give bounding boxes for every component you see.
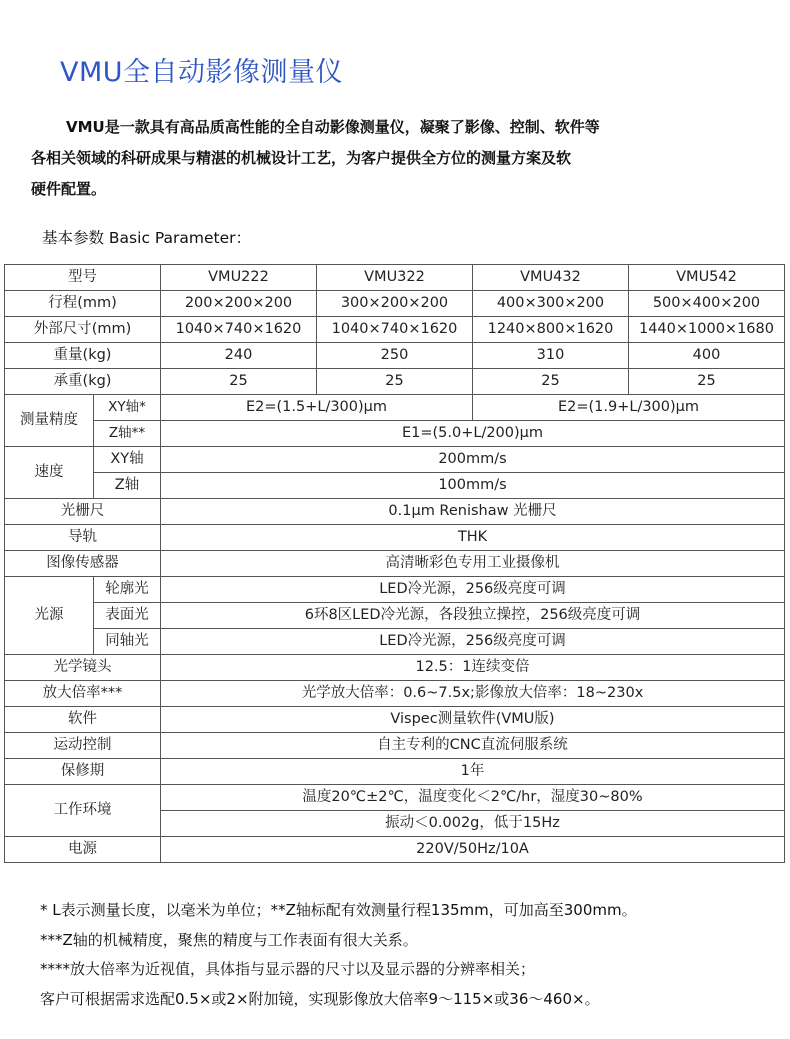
sub-label: 同轴光: [94, 629, 161, 655]
table-row: [5, 369, 785, 395]
sub-label: 轮廓光: [94, 577, 161, 603]
intro-paragraph: [31, 112, 731, 205]
table-row: [5, 603, 785, 629]
table-cell: 400×300×200: [473, 291, 629, 317]
row-label: 光源: [5, 577, 94, 655]
table-row: [5, 655, 785, 681]
table-cell: 500×400×200: [629, 291, 785, 317]
table-row: [5, 629, 785, 655]
table-cell: 1年: [161, 759, 785, 785]
page-title: VMU全自动影像测量仪: [60, 57, 344, 88]
table-cell: 310: [473, 343, 629, 369]
sub-label: 表面光: [94, 603, 161, 629]
row-label: 图像传感器: [5, 551, 161, 577]
table-row: [5, 447, 785, 473]
table-cell: 1040×740×1620: [317, 317, 473, 343]
table-cell: 25: [161, 369, 317, 395]
table-cell: E2=(1.9+L/300)μm: [473, 395, 785, 421]
table-row: [5, 499, 785, 525]
section-heading: 基本参数 Basic Parameter：: [42, 229, 252, 247]
row-label: 速度: [5, 447, 94, 499]
footnote: ****放大倍率为近视值，具体指与显示器的尺寸以及显示器的分辨率相关；: [40, 960, 536, 978]
table-cell: 200×200×200: [161, 291, 317, 317]
table-cell: LED冷光源，256级亮度可调: [161, 629, 785, 655]
table-cell: 0.1μm Renishaw 光栅尺: [161, 499, 785, 525]
row-label: 运动控制: [5, 733, 161, 759]
parameter-table: [4, 264, 785, 863]
table-row: [5, 395, 785, 421]
table-cell: 220V/50Hz/10A: [161, 837, 785, 863]
table-row: [5, 681, 785, 707]
row-label: 软件: [5, 707, 161, 733]
table-cell: 12.5：1连续变倍: [161, 655, 785, 681]
table-cell: 振动＜0.002g，低于15Hz: [161, 811, 785, 837]
table-cell: THK: [161, 525, 785, 551]
intro-line: 各相关领域的科研成果与精湛的机械设计工艺，为客户提供全方位的测量方案及软: [31, 149, 572, 167]
table-row: [5, 551, 785, 577]
table-cell: 1240×800×1620: [473, 317, 629, 343]
table-cell: 100mm/s: [161, 473, 785, 499]
row-label: 放大倍率***: [5, 681, 161, 707]
sub-label: Z轴**: [94, 421, 161, 447]
table-row: [5, 733, 785, 759]
table-cell: 200mm/s: [161, 447, 785, 473]
row-label: 型号: [5, 265, 161, 291]
table-cell: 高清晰彩色专用工业摄像机: [161, 551, 785, 577]
intro-line: VMU是一款具有高品质高性能的全自动影像测量仪，凝聚了影像、控制、软件等: [66, 118, 600, 136]
table-cell: VMU432: [473, 265, 629, 291]
table-row: [5, 343, 785, 369]
table-cell: 240: [161, 343, 317, 369]
table-row: [5, 707, 785, 733]
table-cell: VMU222: [161, 265, 317, 291]
table-cell: 光学放大倍率：0.6~7.5x;影像放大倍率：18~230x: [161, 681, 785, 707]
row-label: 光栅尺: [5, 499, 161, 525]
table-cell: 250: [317, 343, 473, 369]
table-row: [5, 785, 785, 811]
intro-line: 硬件配置。: [31, 180, 107, 198]
row-label: 行程(mm): [5, 291, 161, 317]
table-cell: 自主专利的CNC直流伺服系统: [161, 733, 785, 759]
row-label: 光学镜头: [5, 655, 161, 681]
row-label: 保修期: [5, 759, 161, 785]
table-row: [5, 291, 785, 317]
table-cell: LED冷光源，256级亮度可调: [161, 577, 785, 603]
footnote: * L表示测量长度，以毫米为单位；**Z轴标配有效测量行程135mm，可加高至300mm。: [40, 901, 637, 919]
table-row: [5, 837, 785, 863]
row-label: 电源: [5, 837, 161, 863]
sub-label: Z轴: [94, 473, 161, 499]
table-cell: 6环8区LED冷光源，各段独立操控，256级亮度可调: [161, 603, 785, 629]
table-cell: 400: [629, 343, 785, 369]
row-label: 外部尺寸(mm): [5, 317, 161, 343]
table-row: [5, 265, 785, 291]
footnote: ***Z轴的机械精度，聚焦的精度与工作表面有很大关系。: [40, 930, 418, 949]
row-label: 导轨: [5, 525, 161, 551]
table-cell: VMU322: [317, 265, 473, 291]
row-label: 测量精度: [5, 395, 94, 447]
sub-label: XY轴*: [94, 395, 161, 421]
row-label: 工作环境: [5, 785, 161, 837]
table-row: [5, 759, 785, 785]
table-cell: VMU542: [629, 265, 785, 291]
table-cell: 1040×740×1620: [161, 317, 317, 343]
table-cell: 25: [629, 369, 785, 395]
table-cell: 1440×1000×1680: [629, 317, 785, 343]
table-cell: 温度20℃±2℃，温度变化＜2℃/hr，湿度30~80%: [161, 785, 785, 811]
footnote: 客户可根据需求选配0.5×或2×附加镜，实现影像放大倍率9～115×或36～460×。: [40, 989, 600, 1008]
sub-label: XY轴: [94, 447, 161, 473]
table-row: [5, 473, 785, 499]
table-cell: Vispec测量软件(VMU版): [161, 707, 785, 733]
table-cell: 300×200×200: [317, 291, 473, 317]
table-cell: 25: [473, 369, 629, 395]
table-cell: E2=(1.5+L/300)μm: [161, 395, 473, 421]
row-label: 承重(kg): [5, 369, 161, 395]
table-row: [5, 421, 785, 447]
row-label: 重量(kg): [5, 343, 161, 369]
table-row: [5, 577, 785, 603]
table-cell: E1=(5.0+L/200)μm: [161, 421, 785, 447]
table-row: [5, 525, 785, 551]
table-row: [5, 317, 785, 343]
footnotes: [40, 896, 780, 1014]
table-cell: 25: [317, 369, 473, 395]
